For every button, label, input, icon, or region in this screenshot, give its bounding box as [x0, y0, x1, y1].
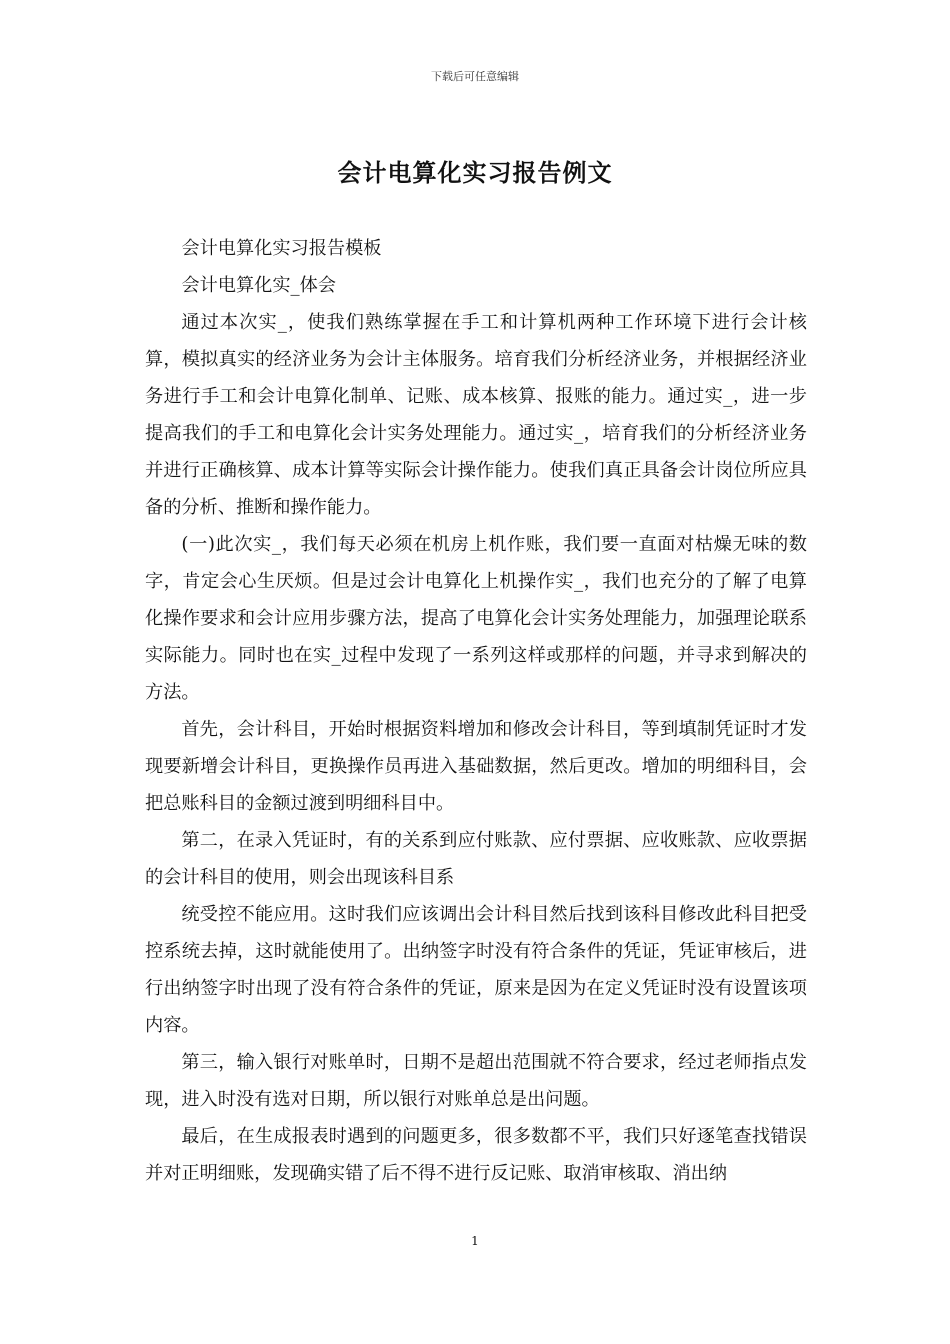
document-body	[145, 230, 807, 1192]
paragraph-second: 第二，在录入凭证时，有的关系到应付账款、应付票据、应收账款、应收票据的会计科目的使用，则会出现该科目系	[145, 830, 807, 888]
paragraph-second-continued: 统受控不能应用。这时我们应该调出会计科目然后找到该科目修改此科目把受控系统去掉，这时就能使用了。出纳签字时没有符合条件的凭证，凭证审核后，进行出纳签字时出现了没有符合条件的凭证，原来是因为在定义凭证时没有设置该项内容。	[145, 904, 807, 1036]
paragraph-section-one: (一)此次实_，我们每天必须在机房上机作账，我们要一直面对枯燥无味的数字，肯定会心生厌烦。但是过会计电算化上机操作实_，我们也充分的了解了电算化操作要求和会计应用步骤方法，提高了电算化会计实务处理能力，加强理论联系实际能力。同时也在实_过程中发现了一系列这样或那样的问题，并寻求到解决的方法。	[145, 534, 807, 703]
paragraph-subtitle-template: 会计电算化实习报告模板	[181, 238, 382, 259]
header-note: 下载后可任意编辑	[431, 70, 519, 83]
paragraph-first: 首先，会计科目，开始时根据资料增加和修改会计科目，等到填制凭证时才发现要新增会计科目，更换操作员再进入基础数据，然后更改。增加的明细科目，会把总账科目的金额过渡到明细科目中。	[145, 719, 807, 814]
document-title: 会计电算化实习报告例文	[337, 158, 613, 187]
paragraph-third: 第三，输入银行对账单时，日期不是超出范围就不符合要求，经过老师指点发现，进入时没有选对日期，所以银行对账单总是出问题。	[145, 1052, 807, 1110]
paragraph-last: 最后，在生成报表时遇到的问题更多，很多数都不平，我们只好逐笔查找错误并对正明细账，发现确实错了后不得不进行反记账、取消审核取、消出纳	[145, 1126, 807, 1184]
paragraph-subtitle-experience: 会计电算化实_体会	[181, 275, 336, 296]
paragraph-intro: 通过本次实_，使我们熟练掌握在手工和计算机两种工作环境下进行会计核算，模拟真实的经济业务为会计主体服务。培育我们分析经济业务，并根据经济业务进行手工和会计电算化制单、记账、成本核算、报账的能力。通过实_，进一步提高我们的手工和电算化会计实务处理能力。通过实_，培育我们的分析经济业务并进行正确核算、成本计算等实际会计操作能力。使我们真正具备会计岗位所应具备的分析、推断和操作能力。	[145, 312, 807, 518]
page-number: 1	[471, 1234, 479, 1248]
